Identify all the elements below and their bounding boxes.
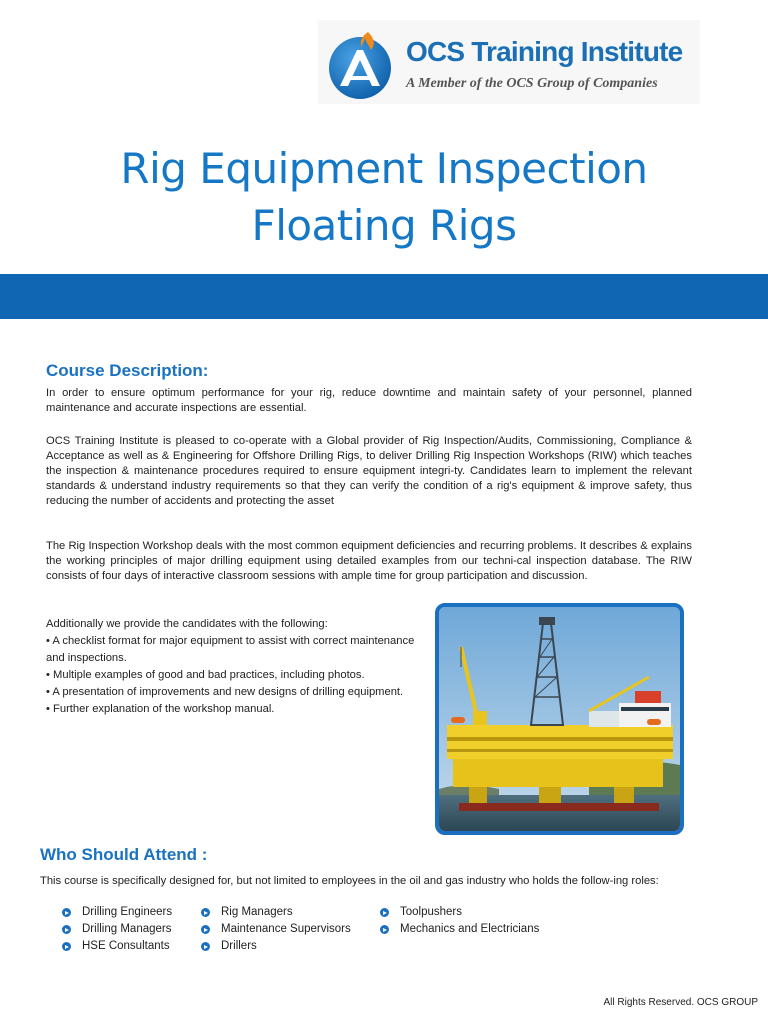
additional-item: • A presentation of improvements and new designs of drilling equipment. [46, 686, 404, 698]
role-item: HSE Consultants [62, 938, 172, 955]
additional-list [46, 633, 426, 718]
role-item: Toolpushers [380, 904, 539, 921]
role-item: Rig Managers [201, 904, 351, 921]
role-item: Drilling Engineers [62, 904, 172, 921]
description-paragraph-1: In order to ensure optimum performance for your rig, reduce downtime and maintain safety of your personnel, planned maintenance and accurate inspections are essential. [46, 387, 692, 414]
role-item: Mechanics and Electricians [380, 921, 539, 938]
role-item: Drilling Managers [62, 921, 172, 938]
additional-item: • Further explanation of the workshop manual. [46, 703, 275, 715]
description-paragraph-2: OCS Training Institute is pleased to co-operate with a Global provider of Rig Inspection/Audits, Commissioning, Compliance & Acceptance as well as & Engineering for Offshore Drilling Rigs, to deliver Drilling Rig Inspection Workshops (RIW) which teaches the inspection & maintenance procedures required to ensure equipment integri-ty. Candidates learn to implement the relevant standards & understand industry requirements so that they can verify the condition of a rig's equipment & improve safety, thus reducing the number of accidents and protecting the asset [46, 435, 692, 507]
title-line-1: Rig Equipment Inspection [120, 144, 648, 193]
logo-name: OCS Training Institute [406, 36, 683, 67]
additional-item: • A checklist format for major equipment to assist with correct maintenance and inspections. [46, 635, 415, 664]
description-paragraph-3: The Rig Inspection Workshop deals with the most common equipment deficiencies and recurring problems. It describes & explains the working principles of major drilling equipment using detailed examples from our techni-cal inspection database. The RIW consists of four days of interactive classroom sessions with ample time for group participation and discussion. [46, 540, 692, 582]
rig-illustration [439, 607, 680, 831]
additional-item: • Multiple examples of good and bad practices, including photos. [46, 669, 365, 681]
roles-column-3 [380, 904, 539, 938]
header-band [0, 274, 768, 319]
additional-provisions [46, 616, 426, 718]
roles-column-2 [201, 904, 351, 955]
logo-tagline: A Member of the OCS Group of Companies [406, 76, 658, 91]
role-item: Drillers [201, 938, 351, 955]
title-line-2: Floating Rigs [251, 201, 517, 250]
logo [318, 20, 700, 104]
floating-rig-photo [435, 603, 684, 835]
role-item: Maintenance Supervisors [201, 921, 351, 938]
who-should-attend-heading: Who Should Attend : [40, 845, 208, 864]
ocs-flame-globe-icon [324, 28, 398, 102]
who-should-attend-intro: This course is specifically designed for, but not limited to employees in the oil and gas industry who holds the follow-ing roles: [40, 875, 659, 887]
page-title [0, 140, 768, 254]
additional-intro: Additionally we provide the candidates with the following: [46, 618, 328, 630]
footer-copyright: All Rights Reserved. OCS GROUP [603, 997, 758, 1008]
roles-column-1 [62, 904, 172, 955]
course-description-heading: Course Description: [46, 361, 209, 380]
